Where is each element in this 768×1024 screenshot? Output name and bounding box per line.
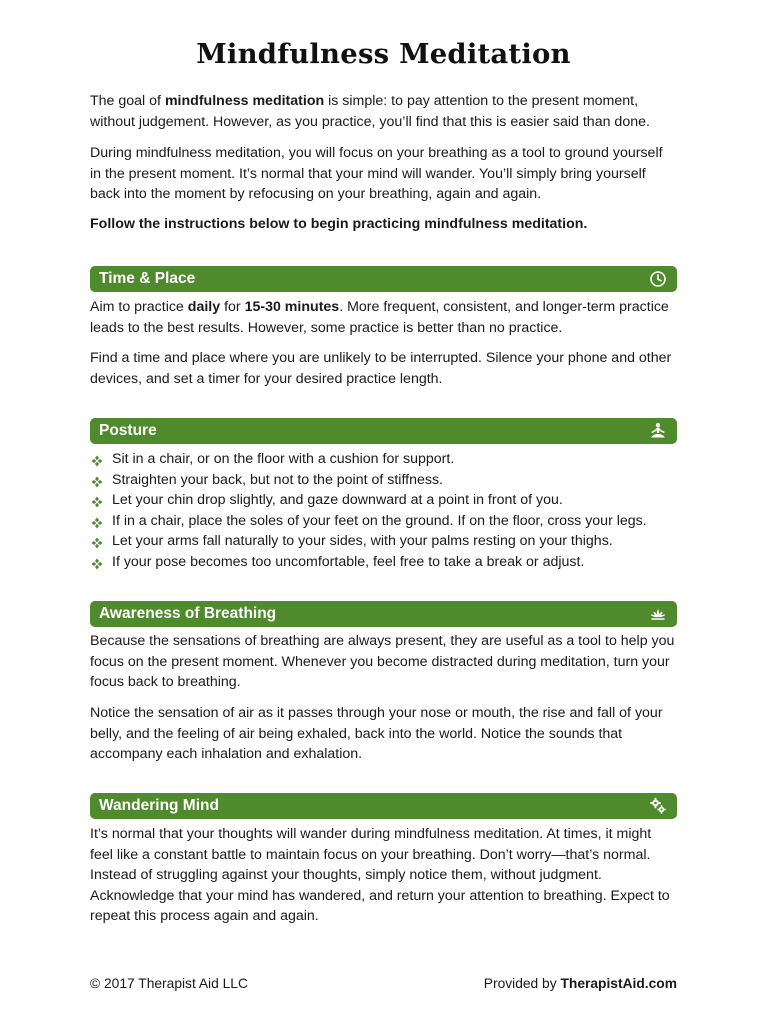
emphasis-text: 15-30 minutes: [244, 299, 340, 315]
bullet-icon: [91, 474, 103, 486]
body-text: Find a time and place where you are unlikely to be interrupted. Silence your phone and other devices, and set a timer for your desired practice length.: [90, 350, 672, 387]
intro-paragraph-1: [90, 91, 677, 132]
list-item-text: Straighten your back, but not to the point of stiffness.: [112, 471, 443, 488]
breathing-paragraph-2: [90, 703, 677, 765]
section-heading: Time & Place: [99, 270, 196, 287]
instruction-text: Follow the instructions below to begin practicing mindfulness meditation.: [90, 216, 588, 232]
list-item: [90, 552, 677, 573]
bullet-icon: [91, 515, 103, 527]
bullet-icon: [91, 494, 103, 506]
list-item-text: If your pose becomes too uncomfortable, feel free to take a break or adjust.: [112, 553, 585, 570]
body-text: It’s normal that your thoughts will wander during mindfulness meditation. At times, it might feel like a constant battle to maintain focus on your breathing. Don’t worry—that’s normal. Instead of struggling against your thoughts, simply notice them, without judgment. Acknowledge that your mind has wandered, and return your attention to breathing. Expect to repeat this process again and again.: [90, 826, 670, 924]
bullet-icon: [91, 556, 103, 568]
section-heading: Posture: [99, 422, 157, 439]
footer-provided-prefix: Provided by: [483, 976, 561, 991]
footer-copyright: © 2017 Therapist Aid LLC: [90, 976, 248, 991]
intro-emphasis: mindfulness meditation: [164, 93, 325, 109]
list-item: [90, 470, 677, 491]
body-text: Aim to practice: [90, 299, 188, 315]
intro-text: is simple: to pay attention to the present moment, without judgement. However, as you practice, you’ll find that this is easier said than done.: [90, 93, 650, 130]
posture-list: [90, 449, 677, 572]
body-text: for: [220, 299, 245, 315]
time-place-paragraph-2: [90, 348, 677, 389]
section-header-posture: [90, 418, 677, 444]
intro-paragraph-2: [90, 143, 677, 205]
list-item: [90, 511, 677, 532]
list-item: [90, 490, 677, 511]
clock-icon: [649, 270, 667, 288]
bullet-icon: [91, 535, 103, 547]
time-place-paragraph-1: [90, 297, 677, 338]
meditating-person-icon: [649, 422, 667, 440]
section-header-time-place: [90, 266, 677, 292]
wandering-paragraph-1: [90, 824, 677, 927]
gears-icon: [649, 797, 667, 815]
breathing-paragraph-1: [90, 631, 677, 693]
list-item-text: Sit in a chair, or on the floor with a cushion for support.: [112, 451, 455, 467]
body-text: . More frequent, consistent, and longer-term practice leads to the best results. However, some practice is better than no practice.: [90, 299, 669, 336]
section-heading: Wandering Mind: [99, 797, 219, 814]
list-item-text: If in a chair, place the soles of your feet on the ground. If on the floor, cross your legs.: [112, 512, 647, 529]
section-header-breathing: [90, 601, 677, 627]
section-heading: Awareness of Breathing: [99, 605, 277, 622]
list-item: [90, 449, 677, 470]
body-text: Notice the sensation of air as it passes through your nose or mouth, the rise and fall of your belly, and the feeling of air being exhaled, back into the world. Notice the sounds that accompany each inhalation and exhalation.: [90, 705, 663, 762]
list-item: [90, 531, 677, 552]
lotus-icon: [649, 605, 667, 623]
intro-text: The goal of: [90, 93, 165, 109]
bullet-icon: [91, 453, 103, 465]
intro-instruction: [90, 214, 677, 235]
list-item-text: Let your arms fall naturally to your sides, with your palms resting on your thighs.: [112, 533, 613, 549]
emphasis-text: daily: [187, 299, 221, 315]
intro-text: During mindfulness meditation, you will focus on your breathing as a tool to ground yourself in the present moment. It’s normal that your mind will wander. You’ll simply bring yourself back into the moment by refocusing on your breathing, again and again.: [90, 145, 663, 202]
footer-brand-link[interactable]: TherapistAid.com: [560, 976, 677, 991]
section-header-wandering: [90, 793, 677, 819]
body-text: Because the sensations of breathing are always present, they are useful as a tool to help you focus on the present moment. Whenever you become distracted during meditation, turn your focus back to breathing.: [90, 633, 675, 690]
list-item-text: Let your chin drop slightly, and gaze downward at a point in front of you.: [112, 492, 563, 508]
page-title: Mindfulness Meditation: [196, 38, 571, 70]
footer-provided-by: [484, 976, 677, 991]
